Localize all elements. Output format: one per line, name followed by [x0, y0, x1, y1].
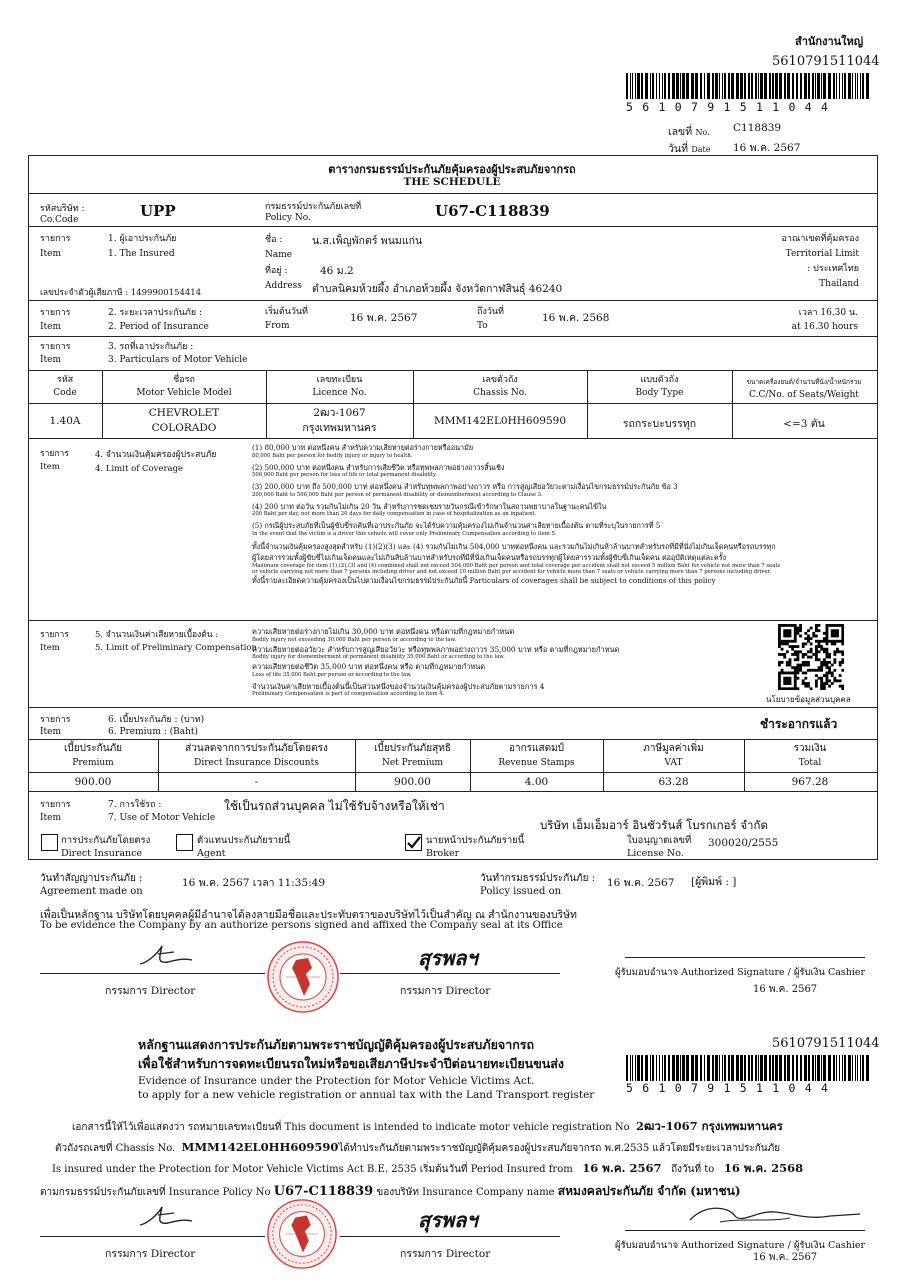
evidence-line-2: ตัวถังรถเลขที่ Chassis No. MMM142EL0HH609590ได้ทำประกันภัยตามพระราชบัญญัติคุ้มครองผู้ประสบภัยจากรถ พ.ศ.2535 แล้วโดยมีระยะเวลาประกันภัย [55, 1140, 781, 1154]
premium-label: 6. เบี้ยประกันภัย : (บาท) 6. Premium : (Baht) [108, 715, 205, 737]
evidence-line-3: Is insured under the Protection for Motor Vehicle Victims Act B.E. 2535 เริ่มต้นวันที่ Period Insured from 16 พ.ค. 2567 ถึงวันที่ to 16 พ.ค. 2568 [52, 1161, 804, 1175]
period-to: 16 พ.ค. 2568 [542, 312, 610, 324]
barcode-bar [668, 1055, 670, 1081]
barcode-bar [724, 73, 726, 99]
barcode-bar [833, 73, 835, 99]
barcode-bar [645, 1055, 648, 1081]
barcode-bar [664, 73, 666, 99]
prelim-line: ความเสียหายต่ออวัยวะ สำหรับการสูญเสียอวัยวะ หรือทุพพลภาพอย่างถาวร 35,000 บาท หรือ ตามที่กฎหมายกำหนด [252, 644, 620, 654]
barcode-bar [775, 1055, 778, 1081]
barcode-bar [815, 1055, 816, 1081]
vehicle-licence: 2ฒว-1067 กรุงเทพมหานคร [302, 407, 377, 434]
coverage-line: In the event that the victim is a driver this vehicle will cover only Preliminary Compensation according to item 5. [252, 530, 557, 537]
doc-no-label: เลขที่ No. [668, 126, 710, 138]
barcode-bar [656, 73, 657, 99]
barcode-bar [744, 1055, 746, 1081]
barcode-bar [637, 73, 640, 99]
ph-stamps: อากรแสตมป์ Revenue Stamps [498, 743, 575, 768]
barcode-bar [680, 73, 681, 99]
printed-by: [ผู้พิมพ์ : ] [691, 876, 737, 888]
barcode-bar [656, 1055, 657, 1081]
barcode-bar [744, 73, 746, 99]
barcode-bar [659, 1055, 660, 1081]
barcode-bar [707, 1055, 710, 1081]
evidence-th: เพื่อเป็นหลักฐาน บริษัทโดยบุคคลผู้มีอำนาจได้ลงลายมือชื่อและประทับตราของบริษัทไว้เป็นสำคัญ ณ สำนักงานของบริษัท [40, 909, 577, 921]
name-label: ชื่อ : Name [265, 235, 293, 260]
barcode-bar [769, 73, 771, 99]
check-icon [406, 835, 421, 850]
barcode-bar [652, 1055, 654, 1081]
barcode-bar [787, 73, 790, 99]
coverage-line: ทั้งนี้จำนวนเงินคุ้มครองสูงสุดสำหรับ (1)(2)(3) และ (4) รวมกันไม่เกิน 504,000 บาทต่อหนึ่งคน และรวมกันไม่เกินห้าล้านบาทสำหรับรถที่มีที่นั่งไม่เกินเจ็ดคนหรือรถบรรทุก [252, 541, 776, 551]
barcode-bar [740, 73, 743, 99]
broker-label: นายหน้าประกันภัยรายนี้ Broker [426, 835, 525, 859]
issued-label: วันทำกรมธรรม์ประกันภัย : Policy issued on [480, 873, 596, 897]
license-label: ใบอนุญาตเลขที่ License No. [627, 835, 692, 859]
coverage-line: Maximum coverage for item (1),(2),(3) and (4) combined shall not exceed 504,000 Baht per person and total coverage per accident shall not exceed 5 million Baht for vehicle not more than 7 seats [252, 562, 781, 569]
prelim-line: Bodily injury not exceeding 30,000 Baht per person or according to the law. [252, 636, 457, 643]
barcode-bar [821, 73, 822, 99]
barcode-bar [740, 1055, 743, 1081]
barcode-bar [652, 73, 654, 99]
barcode-bar [866, 1055, 869, 1081]
barcode-bar [796, 1055, 798, 1081]
prelim-label: 5. จำนวนเงินค่าเสียหายเบื้องต้น : 5. Limit of Preliminary Compensation [95, 630, 257, 653]
barcode-bar [760, 73, 763, 99]
barcode-bar [779, 1055, 782, 1081]
barcode-bar [836, 1055, 837, 1081]
barcode-bar [626, 1055, 628, 1081]
vh-code: รหัส Code [53, 375, 77, 398]
evidence-barcode-digits: 5 6 1 0 7 9 1 5 1 1 0 4 4 [626, 1081, 830, 1095]
barcode-bar [691, 1055, 694, 1081]
barcode-bar [784, 1055, 786, 1081]
barcode-bar [860, 73, 861, 99]
issued-date: 16 พ.ค. 2567 [607, 877, 675, 889]
vehicle-chassis: MMM142EL0HH609590 [433, 415, 566, 427]
barcode-bar [662, 1055, 663, 1081]
prelim-line: ความเสียหายต่อชีวิต 35,000 บาท ต่อหนึ่งคน หรือ ตามที่กฎหมายกำหนด [252, 662, 486, 671]
director-label-4: กรรมการ Director [400, 1248, 491, 1260]
barcode-bar [821, 1055, 822, 1081]
barcode-bar [817, 1055, 820, 1081]
coverage-item-label: รายการ Item [40, 449, 69, 472]
period-time: เวลา 16.30 น. at 16.30 hours [791, 308, 858, 332]
barcode-bar [769, 1055, 771, 1081]
barcode-bar [641, 73, 643, 99]
barcode-bar [804, 73, 807, 99]
barcode-bar [668, 73, 670, 99]
barcode-digits: 5 6 1 0 7 9 1 5 1 1 0 4 4 [626, 100, 830, 114]
director-signature-4: สุรพลฯ [418, 1208, 478, 1232]
barcode-bar [800, 73, 802, 99]
barcode-bar [758, 73, 759, 99]
barcode-bar [632, 73, 633, 99]
use-item-label: รายการ Item [40, 800, 71, 823]
privacy-policy-link[interactable]: นโยบายข้อมูลส่วนบุคคล [766, 695, 851, 704]
coverage-line: or vehicle carrying not more than 7 persons including driver and not exceed 10 million Baht per accident for vehicle more than 7 seats or vehicle carrying more than 7 persons including driver. [252, 568, 772, 575]
barcode-bar [664, 1055, 666, 1081]
broker-checkbox[interactable] [405, 834, 422, 851]
barcode-bar [650, 73, 651, 99]
period-from: 16 พ.ค. 2567 [350, 312, 418, 324]
barcode-bar [842, 73, 843, 99]
use-label: 7. การใช้รถ : 7. Use of Motor Vehicle [108, 800, 216, 823]
barcode-bar [828, 1055, 831, 1081]
barcode-bar [784, 73, 786, 99]
barcode-bar [715, 73, 718, 99]
barcode-bar [736, 73, 739, 99]
ph-vat: ภาษีมูลค่าเพิ่ม VAT [643, 743, 704, 768]
direct-insurance-checkbox[interactable] [41, 834, 58, 851]
authorized-date-1: 16 พ.ค. 2567 [753, 984, 818, 995]
barcode-bar [852, 1055, 853, 1081]
barcode-bar [815, 73, 816, 99]
barcode-bar [691, 73, 694, 99]
premium-value: 900.00 [74, 776, 112, 788]
ph-total: รวมเงิน Total [793, 743, 827, 768]
barcode-bar [857, 1055, 858, 1081]
evidence-line-1: เอกสารนี้ให้ไว้เพื่อแสดงว่า รถหมายเลขทะเบียนที่ This document is intended to indicate motor vehicle registration No 2ฒว-1067 กรุงเทพมหานคร [72, 1119, 783, 1133]
barcode-bar [632, 1055, 633, 1081]
barcode-bar [700, 73, 702, 99]
evidence-barcode-number: 5610791511044 [772, 1036, 880, 1051]
evidence-title-th-1: หลักฐานแสดงการประกันภัยตามพระราชบัญญัติคุ้มครองผู้ประสบภัยจากรถ [138, 1037, 535, 1052]
barcode-bar [672, 73, 675, 99]
evidence-title-th-2: เพื่อใช้สำหรับการจดทะเบียนรถใหม่หรือขอเสียภาษีประจำปีต่อนายทะเบียนขนส่ง [138, 1056, 565, 1071]
coverage-label: 4. จำนวนเงินคุ้มครองผู้ประสบภัย 4. Limit of Coverage [95, 450, 217, 474]
barcode-bar [812, 73, 814, 99]
agent-label: ตัวแทนประกันภัยรายนี้ Agent [197, 835, 291, 859]
coverage-line: ผู้โดยสารรวมทั้งผู้ขับขี่ไม่เกินเจ็ดคนและไม่เกินสิบล้านบาทสำหรับรถที่มีที่นั่งเกินเจ็ดคนหรือรถบรรทุกผู้โดยสารรวมทั้งผู้ขับขี่เกินเจ็ดคน ต่ออุบัติเหตุแต่ละครั้ง [252, 552, 727, 562]
authorized-label-2: ผู้รับมอบอำนาจ Authorized Signature / ผู้รับเงิน Cashier [615, 1240, 866, 1251]
barcode-bar [800, 1055, 802, 1081]
barcode-bar [848, 1055, 851, 1081]
evidence-barcode [626, 1055, 872, 1081]
barcode-number: 5610791511044 [772, 54, 880, 69]
prelim-line: Loss of life 35,000 Baht per person or according to the law. [252, 671, 412, 678]
authorized-date-2: 16 พ.ค. 2567 [753, 1252, 818, 1263]
insured-name: น.ส.เพ็ญพักตร์ พนมแก่น [312, 235, 423, 247]
net-value: 900.00 [394, 776, 431, 788]
coverage-line: ทั้งนี้รายละเอียดความคุ้มครองเป็นไปตามเงื่อนไขกรมธรรม์ประกันภัยนี้ Particulars of coverages shall be subject to conditions of this policy [252, 575, 716, 585]
barcode-bar [682, 73, 685, 99]
barcode-bar [682, 1055, 685, 1081]
barcode-bar [755, 73, 757, 99]
prelim-line: Preliminary Compensation is part of compensation according to item 4. [252, 691, 445, 697]
period-label: 2. ระยะเวลาประกันภัย : 2. Period of Insurance [108, 308, 209, 332]
ph-discount: ส่วนลดจากการประกันภัยโดยตรง Direct Insurance Discounts [185, 743, 328, 768]
barcode-bar [808, 1055, 810, 1081]
agreement-label: วันทำสัญญาประกันภัย : Agreement made on [40, 873, 143, 897]
barcode-bar [855, 73, 856, 99]
barcode-bar [812, 1055, 814, 1081]
agreement-date: 16 พ.ค. 2567 เวลา 11:35:49 [182, 877, 326, 889]
director-label-3: กรรมการ Director [105, 1248, 196, 1260]
period-item-label: รายการ Item [40, 308, 71, 332]
barcode-bar [817, 73, 820, 99]
barcode-bar [676, 1055, 679, 1081]
vehicle-label: 3. รถที่เอาประกันภัย : 3. Particulars of Motor Vehicle [108, 342, 248, 365]
barcode-bar [728, 73, 730, 99]
authorized-signature [680, 1200, 870, 1234]
coverage-line: (4) 200 บาท ต่อวัน รวมกันไม่เกิน 20 วัน สำหรับการชดเชยรายวันกรณีเข้ารักษาในสถานพยาบาลในฐานะคนไข้ใน [252, 501, 607, 511]
barcode-bar [792, 73, 794, 99]
barcode-bar [755, 1055, 757, 1081]
vh-licence: เลขทะเบียน Licence No. [312, 375, 367, 398]
coverage-line: (3) 200,000 บาท ถึง 500,000 บาท ต่อหนึ่งคน สำหรับทุพพลภาพอย่างถาวร หรือ การสูญเสียอวัยวะตามเงื่อนไขกรมธรรม์ประกันภัย ข้อ 3 [252, 482, 678, 491]
barcode-bar [680, 1055, 681, 1081]
barcode-bar [736, 1055, 739, 1081]
barcode-bar [844, 1055, 846, 1081]
vh-model: ชื่อรถ Motor Vehicle Model [136, 375, 232, 398]
coverage-text [252, 444, 872, 587]
barcode-bar [635, 73, 636, 99]
barcode-bar [855, 1055, 856, 1081]
barcode-bar [686, 1055, 689, 1081]
barcode-bar [728, 1055, 730, 1081]
barcode-bar [775, 73, 778, 99]
barcode-bar [808, 73, 810, 99]
vehicle-size: <=3 ตัน [783, 418, 825, 430]
barcode-bar [686, 73, 689, 99]
barcode-bar [722, 73, 723, 99]
barcode-bar [748, 73, 750, 99]
barcode-bar [823, 1055, 826, 1081]
use-value: ใช้เป็นรถส่วนบุคคล ไม่ใช้รับจ้างหรือให้เช่า [224, 799, 445, 813]
barcode-bar [751, 73, 753, 99]
barcode-bar [676, 73, 679, 99]
ph-premium: เบี้ยประกันภัย Premium [63, 743, 123, 768]
barcode-bar [731, 1055, 734, 1081]
director-signature-3 [130, 1203, 200, 1233]
company-seal-icon-2 [266, 1198, 338, 1270]
license-no: 300020/2555 [708, 837, 779, 849]
barcode-bar [659, 73, 660, 99]
barcode-bar [833, 1055, 835, 1081]
stamp-paid: ชำระอากรแล้ว [760, 717, 838, 731]
barcode-bar [823, 73, 826, 99]
director-label-1: กรรมการ Director [105, 985, 196, 997]
evidence-title-en-1: Evidence of Insurance under the Protection for Motor Vehicle Victims Act. [138, 1075, 535, 1087]
barcode-bar [844, 73, 846, 99]
qr-code[interactable] [778, 624, 844, 690]
prelim-item-label: รายการ Item [40, 630, 69, 653]
prelim-line: Bodily injury for dismemberment of permanent disability 35,000 Baht or according to the law. [252, 654, 505, 660]
barcode-bar [852, 73, 853, 99]
barcode-bar [704, 73, 705, 99]
barcode-bar [707, 73, 710, 99]
authorized-label-1: ผู้รับมอบอำนาจ Authorized Signature / ผู้รับเงิน Cashier [615, 967, 866, 978]
barcode-bar [772, 73, 774, 99]
agent-checkbox[interactable] [176, 834, 193, 851]
insured-item-label: รายการ Item [40, 234, 71, 259]
barcode-bar [779, 73, 782, 99]
date-label: วันที่ Date [668, 143, 711, 155]
barcode-bar [772, 1055, 774, 1081]
barcode-bar [836, 73, 837, 99]
prelim-text [252, 628, 752, 697]
barcode-bar [712, 1055, 714, 1081]
barcode-bar [787, 1055, 790, 1081]
barcode-bar [758, 1055, 759, 1081]
barcode-bar [719, 1055, 720, 1081]
barcode-bar [719, 73, 720, 99]
coverage-line: 200 Baht per day, not more than 20 days for daily compensation in case of hospitalization as an inpatient. [252, 511, 537, 517]
barcode-bar [712, 73, 714, 99]
barcode-bar [637, 1055, 640, 1081]
barcode-bar [731, 73, 734, 99]
vehicle-code: 1.40A [49, 415, 81, 427]
direct-insurance-label: การประกันภัยโดยตรง Direct Insurance [61, 835, 151, 859]
barcode-bar [804, 1055, 807, 1081]
address-line1: 46 ม.2 [320, 265, 354, 277]
premium-item-label: รายการ Item [40, 715, 71, 737]
barcode-bar [866, 73, 869, 99]
barcode-bar [839, 1055, 840, 1081]
stamps-value: 4.00 [524, 776, 549, 788]
barcode-bar [760, 1055, 763, 1081]
company-seal-icon [266, 940, 340, 1014]
barcode-bar [641, 1055, 643, 1081]
doc-no-value: C118839 [733, 122, 782, 134]
barcode-bar [722, 1055, 723, 1081]
from-label: เริ่มต้นวันที่ From [265, 307, 308, 331]
barcode-bar [860, 1055, 861, 1081]
barcode-bar [700, 1055, 702, 1081]
prelim-line: จำนวนเงินค่าเสียหายเบื้องต้นนี้เป็นส่วนหนึ่งของจำนวนเงินคุ้มครองผู้ประสบภัยตามรายการ 4 [252, 681, 545, 691]
office-label: สำนักงานใหญ่ [795, 35, 864, 48]
barcode-bar [796, 73, 798, 99]
company-code: UPP [140, 202, 176, 220]
barcode-bar [848, 73, 851, 99]
barcode-bar [748, 1055, 750, 1081]
company-code-label: รหัสบริษัท : Co.Code [40, 204, 85, 225]
ph-net: เบี้ยประกันภัยสุทธิ Net Premium [374, 743, 451, 768]
barcode-bar [626, 73, 628, 99]
coverage-line: 500,000 Baht per person for loss of life or total permanent disability. [252, 472, 437, 478]
director-signature-1 [130, 942, 200, 972]
barcode-bar [630, 73, 631, 99]
barcode-bar [630, 1055, 631, 1081]
vh-body: แบบตัวถัง Body Type [635, 375, 684, 398]
vehicle-item-label: รายการ Item [40, 342, 71, 365]
evidence-en: To be evidence the Company by an authorize persons signed and affixed the Company seal at its Office [40, 920, 563, 931]
barcode-bar [862, 73, 864, 99]
vehicle-model: CHEVROLET COLORADO [148, 407, 220, 434]
schedule-title-en: THE SCHEDULE [403, 176, 501, 188]
evidence-title-en-2: to apply for a new vehicle registration or annual tax with the Land Transport register [138, 1089, 595, 1101]
barcode-bar [764, 1055, 767, 1081]
barcode-bar [792, 1055, 794, 1081]
coverage-line: (5) กรณีผู้ประสบภัยที่เป็นผู้ขับขี่รถคันที่เอาประกันภัย จะได้รับความคุ้มครองไม่เกินจำนวนค่าเสียหายเบื้องต้น ตามที่ระบุในรายการที่ 5 [252, 521, 661, 530]
vh-size: ขนาดเครื่องยนต์/จำนวนที่นั่ง/น้ำหนักรวม C.C/No. of Seats/Weight [746, 378, 862, 400]
total-value: 967.28 [791, 776, 829, 788]
prelim-line: ความเสียหายต่อร่างกายไม่เกิน 30,000 บาท ต่อหนึ่งคน หรือตามที่กฎหมายกำหนด [252, 627, 515, 636]
barcode-bar [704, 1055, 705, 1081]
schedule-title-th: ตารางกรมธรรม์ประกันภัยคุ้มครองผู้ประสบภัยจากรถ [328, 163, 576, 176]
policy-barcode [626, 73, 872, 99]
vat-value: 63.28 [658, 776, 689, 788]
barcode-bar [724, 1055, 726, 1081]
discount-value: - [254, 776, 259, 788]
vh-chassis: เลขตัวถัง Chassis No. [473, 375, 527, 398]
policy-no-label: กรมธรรม์ประกันภัยเลขที่ Policy No. [265, 202, 362, 223]
to-label: ถึงวันที่ To [477, 307, 504, 331]
barcode-bar [751, 1055, 753, 1081]
barcode-bar [650, 1055, 651, 1081]
barcode-bar [828, 73, 831, 99]
barcode-bar [645, 73, 648, 99]
barcode-bar [662, 73, 663, 99]
barcode-bar [839, 73, 840, 99]
address-line2: ตำบลนิคมห้วยผึ้ง อำเภอห้วยผึ้ง จังหวัดกาฬสินธุ์ 46240 [312, 283, 563, 295]
vehicle-body: รถกระบะบรรทุก [622, 418, 697, 430]
broker-name: บริษัท เอ็มเอ็มอาร์ อินชัวรันส์ โบรกเกอร์ จำกัด [540, 818, 768, 832]
date-value: 16 พ.ค. 2567 [733, 142, 801, 154]
territory: อาณาเขตที่คุ้มครอง Territorial Limit : ประเทศไทย Thailand [781, 234, 859, 289]
barcode-bar [764, 73, 767, 99]
coverage-line: (1) 80,000 บาท ต่อหนึ่งคน สำหรับความเสียหายต่อร่างกายหรืออนามัย [252, 443, 474, 452]
barcode-bar [857, 73, 858, 99]
director-label-2: กรรมการ Director [400, 985, 491, 997]
barcode-bar [635, 1055, 636, 1081]
tax-id: เลขประจำตัวผู้เสียภาษี : 1499900154414 [40, 288, 202, 298]
coverage-line: 80,000 Baht per person for bodily injury or injury to health. [252, 452, 413, 459]
address-label: ที่อยู่ : Address [265, 266, 302, 291]
barcode-bar [695, 73, 698, 99]
barcode-bar [862, 1055, 864, 1081]
insured-label: 1. ผู้เอาประกันภัย 1. The Insured [108, 234, 177, 259]
evidence-line-4: ตามกรมธรรม์ประกันภัยเลขที่ Insurance Policy No U67-C118839 ของบริษัท Insurance Company name สหมงคลประกันภัย จำกัด (มหาชน) [40, 1184, 741, 1199]
coverage-line: (2) 500,000 บาท ต่อหนึ่งคน สำหรับการเสียชีวิต หรือทุพพลภาพอย่างถาวรสิ้นเชิง [252, 462, 505, 472]
coverage-line: 200,000 Baht to 500,000 Baht per person of permanent disability or dismemberment according to Clause 3. [252, 491, 543, 498]
barcode-bar [672, 1055, 675, 1081]
director-signature-2: สุรพลฯ [418, 946, 478, 970]
barcode-bar [842, 1055, 843, 1081]
policy-no: U67-C118839 [435, 202, 550, 220]
barcode-bar [715, 1055, 718, 1081]
barcode-bar [695, 1055, 698, 1081]
